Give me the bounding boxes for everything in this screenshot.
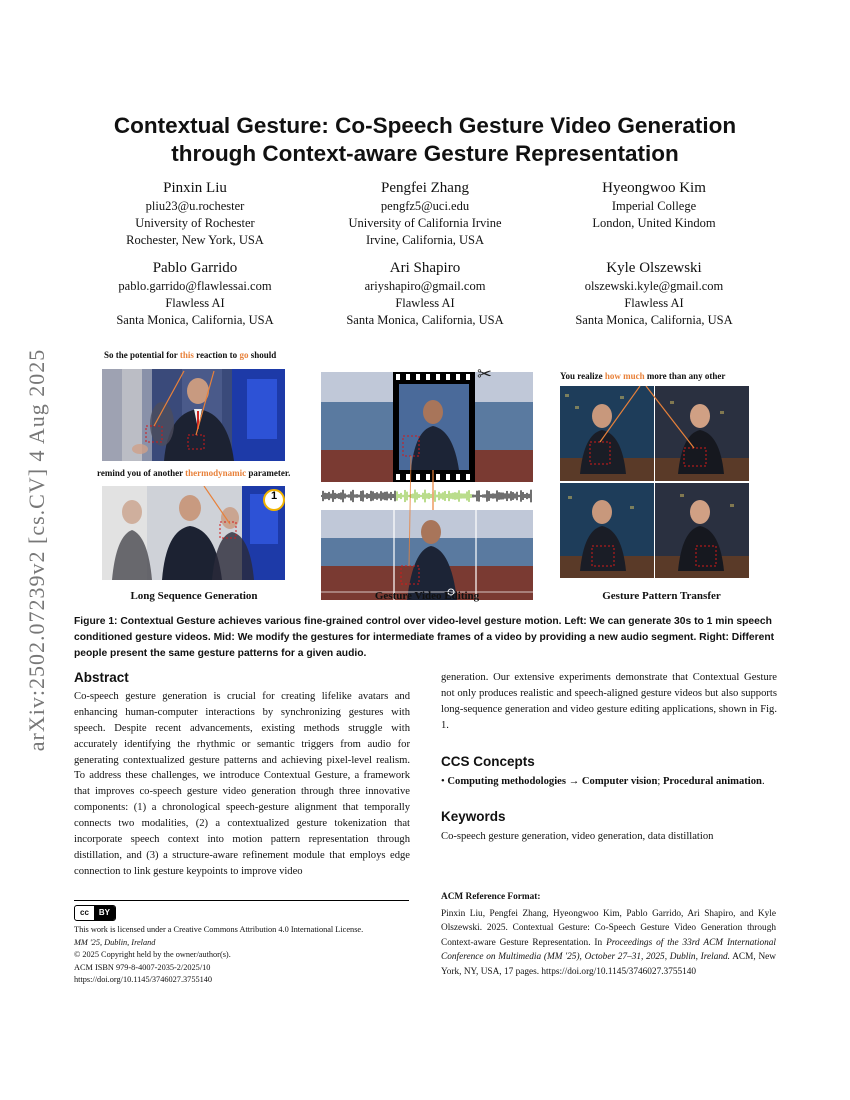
author-card [534, 178, 774, 232]
author-name: Pengfei Zhang [381, 180, 469, 196]
conference-venue: MM '25, Dublin, Ireland [74, 937, 156, 947]
mid-editing-panel [321, 360, 533, 600]
license-text: This work is licensed under a Creative Commons Attribution 4.0 International License. [74, 925, 364, 934]
author-email: pliu23@u.rochester [145, 199, 245, 213]
left-top-caption: So the potential for this reaction to go should [104, 350, 277, 360]
subcaption-left: Long Sequence Generation [130, 590, 258, 602]
acm-reference-body: Pinxin Liu, Pengfei Zhang, Hyeongwoo Kim, Pablo Garrido, Ari Shapiro, and Kyle Olszewski. 2025. Contextual Gesture: Co-Speech Gesture Video Generation through Context-aware Gesture Representation. In Proceedings of the 33rd ACM International Conference on Multimedia (MM '25), October 27–31, 2025, Dublin, Ireland. ACM, New York, NY, USA, 17 pages. https://doi.org/10.1145/3746027.3755140 [441, 908, 777, 977]
author-card [305, 258, 545, 329]
license-block [74, 900, 409, 987]
author-name: Kyle Olszewski [606, 260, 702, 276]
author-affiliation: University of Rochester [135, 216, 255, 230]
author-card [75, 258, 315, 329]
author-affiliation: Flawless AI [624, 296, 684, 310]
author-email: Imperial College [611, 199, 697, 213]
acm-reference-heading: ACM Reference Format: [441, 892, 541, 902]
keywords-text: Co-speech gesture generation, video generation, data distillation [441, 831, 714, 843]
author-name: Pinxin Liu [163, 180, 227, 196]
step-badge: 1 [270, 490, 278, 502]
audio-waveform [321, 490, 531, 503]
author-location: Santa Monica, California, USA [346, 313, 504, 327]
author-name: Hyeongwoo Kim [602, 180, 706, 196]
isbn: ACM ISBN 979-8-4007-2035-2/2025/10 [74, 962, 211, 972]
svg-text:✂: ✂ [477, 364, 493, 385]
right-transfer-panel [560, 386, 749, 578]
figure-caption: Figure 1: Contextual Gesture achieves various fine-grained control over video-level gesture motion. Left: We can generate 30s to 1 min speech conditioned gesture videos. Mid: We modify the gestures for intermediate frames of a video by providing a new audio segment. Right: Different people present the same gesture patterns for a given audio. [74, 616, 775, 659]
abstract-heading: Abstract [74, 670, 129, 685]
subcaption-right: Gesture Pattern Transfer [602, 590, 721, 602]
copyright: © 2025 Copyright held by the owner/author(s). [74, 950, 231, 959]
left-top-frame [102, 369, 285, 461]
left-bottom-caption: remind you of another thermodynamic parameter. [97, 468, 291, 478]
right-caption: You realize how much more than any other [560, 371, 726, 381]
author-affiliation: Flawless AI [165, 296, 225, 310]
author-name: Ari Shapiro [389, 260, 461, 276]
keywords-heading: Keywords [441, 809, 506, 825]
author-location: Santa Monica, California, USA [575, 313, 733, 327]
acm-reference [441, 890, 776, 979]
ccs-heading: CCS Concepts [441, 753, 535, 769]
author-email: ariyshapiro@gmail.com [364, 279, 486, 293]
author-card [534, 258, 774, 329]
title-line-2: through Context-aware Gesture Representation [171, 141, 679, 166]
left-bottom-frame [102, 486, 285, 580]
ccs-concepts: • Computing methodologies → Computer vision; Procedural animation. [441, 775, 765, 787]
author-location: Irvine, California, USA [365, 233, 485, 247]
author-affiliation: University of California Irvine [348, 216, 502, 230]
abstract-section [74, 670, 410, 880]
author-location: Rochester, New York, USA [126, 233, 264, 247]
author-card [305, 178, 545, 249]
subcaption-mid: Gesture Video Editing [374, 590, 480, 602]
arxiv-sidebar-stamp [18, 310, 56, 790]
right-column [441, 670, 777, 845]
author-affiliation: Flawless AI [395, 296, 455, 310]
author-location: Santa Monica, California, USA [116, 313, 274, 327]
arxiv-id: arXiv:2502.07239v2 [cs.CV] 4 Aug 2025 [24, 348, 49, 752]
abstract-continuation: generation. Our extensive experiments demonstrate that Contextual Gesture not only produces realistic and speech-aligned gesture videos but also supports long-sequence generation and video gesture editing applications, shown in Fig. 1. [441, 672, 777, 731]
author-email: olszewski.kyle@gmail.com [584, 279, 724, 293]
author-email: pablo.garrido@flawlessai.com [118, 279, 272, 293]
abstract-body: Co-speech gesture generation is crucial for creating lifelike avatars and enhancing human-computer interactions by synchronizing gestures with speech. Despite recent advancements, existing methods struggle with accurately identifying the rhythmic or semantic triggers from audio for generating contextualized gesture patterns and achieving pixel-level realism. To address these challenges, we introduce Contextual Gesture, a framework that improves co-speech gesture video generation through three innovative components: (1) a chronological speech-gesture alignment that temporally connects two modalities, (2) a contextualized gesture tokenization that incorporate speech context into motion pattern representation through distillation, and (3) a structure-aware refinement module that employs edge connection to link gesture keypoints to improve video [74, 690, 410, 877]
doi-link[interactable]: https://doi.org/10.1145/3746027.3755140 [74, 975, 213, 984]
title-line-1: Contextual Gesture: Co-Speech Gesture Video Generation [113, 113, 737, 138]
author-affiliation: London, United Kindom [592, 216, 716, 230]
cc-by-logo: cc BY [74, 905, 409, 921]
author-card [75, 178, 315, 249]
author-name: Pablo Garrido [152, 260, 238, 276]
paper-title [60, 112, 790, 168]
author-email: pengfz5@uci.edu [380, 199, 470, 213]
teaser-figure [74, 340, 780, 612]
